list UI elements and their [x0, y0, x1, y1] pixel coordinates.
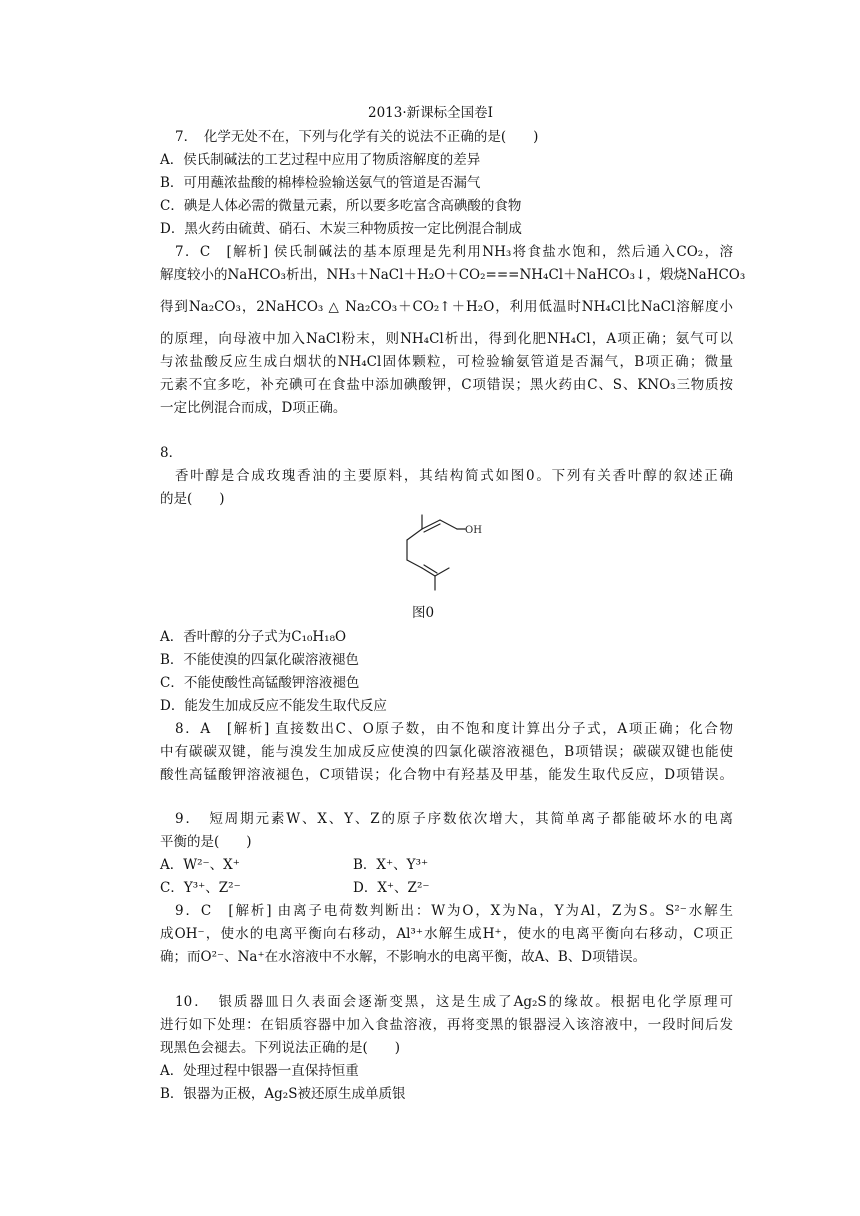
q7-analysis-line: 元素不宜多吃，补充碘可在食盐中添加碘酸钾，C项错误；黑火药由C、S、KNO₃三物质按 — [160, 377, 733, 393]
q8-option-b: B．不能使溴的四氯化碳溶液褪色 — [160, 652, 359, 668]
q8-option-d: D．能发生加成反应不能发生取代反应 — [160, 698, 387, 714]
q10-option-b: B．银器为正极，Ag₂S被还原生成单质银 — [160, 1086, 406, 1102]
geraniol-structure — [395, 510, 495, 592]
q10-stem-line: 10． 银质器皿日久表面会逐渐变黑，这是生成了Ag₂S的缘故。根据电化学原理可 — [175, 994, 733, 1010]
q9-option-a: A．W²⁻、X⁺ — [160, 857, 240, 873]
q8-analysis-line: 8．A [解析] 直接数出C、O原子数，由不饱和度计算出分子式，A项正确；化合物 — [175, 721, 733, 737]
q9-analysis-line: 9．C [解析] 由离子电荷数判断出：W为O，X为Na，Y为Al，Z为S。S²⁻水解生 — [175, 903, 733, 919]
q7-option-c: C．碘是人体必需的微量元素，所以要多吃富含高碘酸的食物 — [160, 198, 522, 214]
q9-analysis-line: 成OH⁻，使水的电离平衡向右移动，Al³⁺水解生成H⁺，使水的电离平衡向右移动，C项正 — [160, 926, 733, 942]
page-header: 2013·新课标全国卷Ⅰ — [368, 105, 493, 121]
q7-analysis-line: 的原理，向母液中加入NaCl粉末，则NH₄Cl析出，得到化肥NH₄Cl，A项正确；氨气可以 — [160, 331, 733, 347]
q9-stem-line: 9． 短周期元素W、X、Y、Z的原子序数依次增大，其简单离子都能破坏水的电离 — [175, 811, 733, 827]
q9-option-b: B．X⁺、Y³⁺ — [353, 857, 429, 873]
q7-analysis-line: 解度较小的NaHCO₃析出，NH₃＋NaCl＋H₂O＋CO₂===NH₄Cl＋NaHCO₃↓，煅烧NaHCO₃ — [160, 267, 746, 283]
q7-analysis-line: 一定比例混合而成，D项正确。 — [160, 400, 347, 416]
q8-stem-line: 香叶醇是合成玫瑰香油的主要原料，其结构简式如图0。下列有关香叶醇的叙述正确 — [175, 468, 733, 484]
structure-oh-label: OH — [465, 525, 482, 536]
q8-stem-line: 的是( ) — [160, 491, 225, 507]
q7-option-a: A．侯氏制碱法的工艺过程中应用了物质溶解度的差异 — [160, 152, 481, 168]
q8-option-c: C．不能使酸性高锰酸钾溶液褪色 — [160, 675, 360, 691]
q9-stem-line: 平衡的是( ) — [160, 834, 252, 850]
q7-analysis-line: 7．C [解析] 侯氏制碱法的基本原理是先利用NH₃将食盐水饱和，然后通入CO₂，溶 — [175, 244, 733, 260]
q7-option-b: B．可用蘸浓盐酸的棉棒检验输送氨气的管道是否漏气 — [160, 175, 481, 191]
q7-analysis-line: 与浓盐酸反应生成白烟状的NH₄Cl固体颗粒，可检验输氨管道是否漏气，B项正确；微量 — [160, 354, 733, 370]
q9-analysis-line: 确；而O²⁻、Na⁺在水溶液中不水解，不影响水的电离平衡，故A、B、D项错误。 — [160, 949, 647, 965]
q7-option-d: D．黑火药由硫黄、硝石、木炭三种物质按一定比例混合制成 — [160, 221, 522, 237]
q8-analysis-line: 酸性高锰酸钾溶液褪色，C项错误；化合物中有羟基及甲基，能发生取代反应，D项错误。 — [160, 767, 733, 783]
q10-stem-line: 现黑色会褪去。下列说法正确的是( ) — [160, 1040, 401, 1056]
q9-option-c: C．Y³⁺、Z²⁻ — [160, 880, 241, 896]
q8-option-a: A．香叶醇的分子式为C₁₀H₁₈O — [160, 629, 347, 645]
q9-option-d: D．X⁺、Z²⁻ — [353, 880, 430, 896]
q10-stem-line: 进行如下处理：在铝质容器中加入食盐溶液，再将变黑的银器浸入该溶液中，一段时间后发 — [160, 1017, 733, 1033]
q7-analysis-line: 得到Na₂CO₃，2NaHCO₃ △ Na₂CO₃＋CO₂↑＋H₂O，利用低温时NH₄Cl比NaCl溶解度小 — [160, 299, 733, 315]
q7-stem: 7． 化学无处不在，下列与化学有关的说法不正确的是( ) — [175, 129, 539, 145]
q10-option-a: A．处理过程中银器一直保持恒重 — [160, 1063, 359, 1079]
figure-caption: 图0 — [412, 605, 435, 621]
q8-analysis-line: 中有碳碳双键，能与溴发生加成反应使溴的四氯化碳溶液褪色，B项错误；碳碳双键也能使 — [160, 744, 733, 760]
q8-number: 8． — [160, 445, 183, 461]
